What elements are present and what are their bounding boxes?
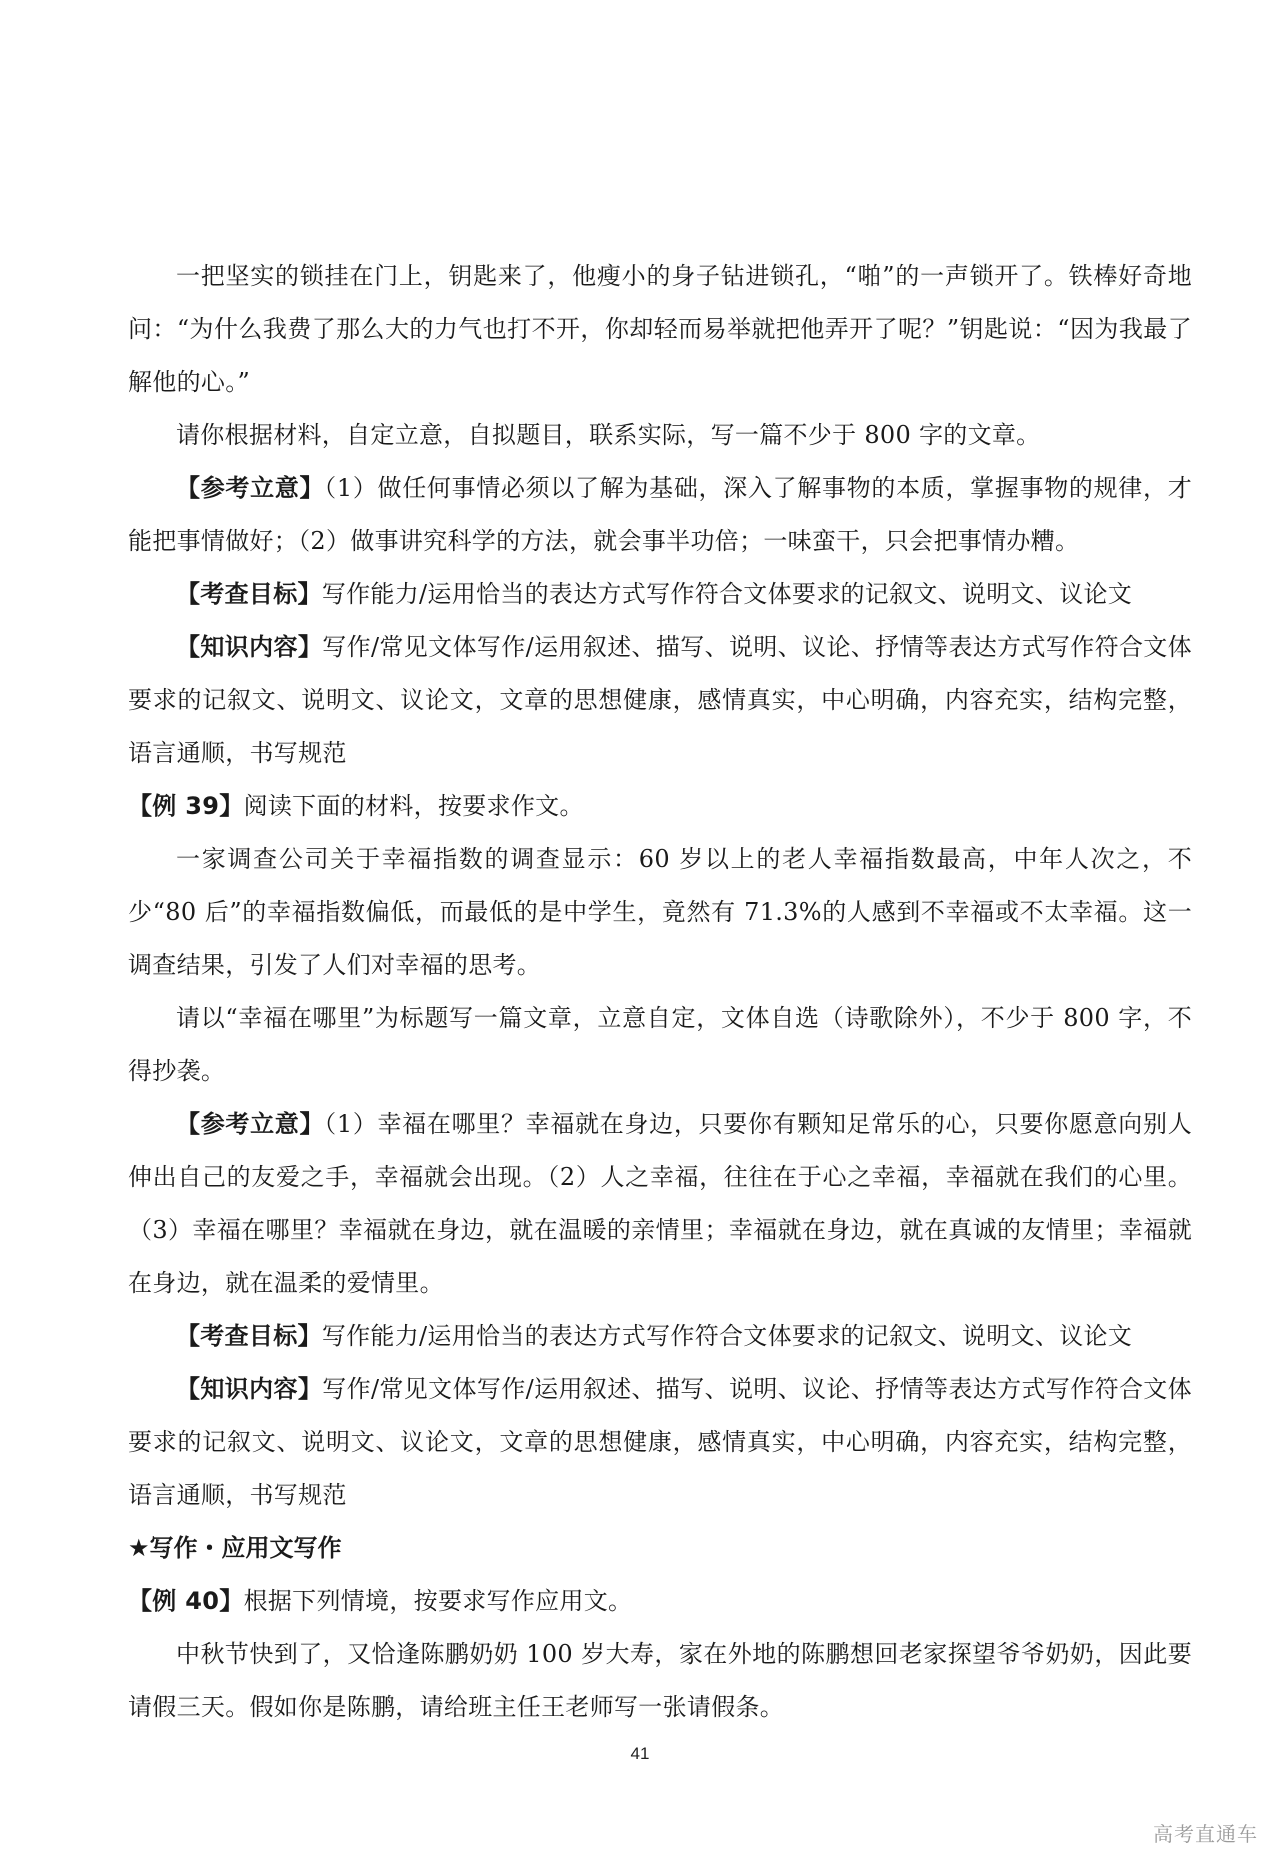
knowledge-content-paragraph (128, 621, 1192, 780)
reference-idea-label-2: 【参考立意】 (176, 1110, 325, 1138)
material-paragraph-key-lock: 一把坚实的锁挂在门上，钥匙来了，他瘦小的身子钻进锁孔，“啪”的一声锁开了。铁棒好奇地问：“为什么我费了那么大的力气也打不开，你却轻而易举就把他弄开了呢？”钥匙说：“因为我最了解他的心。” (128, 262, 1192, 396)
happiness-prompt-paragraph: 请以“幸福在哪里”为标题写一篇文章，立意自定，文体自选（诗歌除外），不少于 800 字，不得抄袭。 (128, 1004, 1192, 1085)
assessment-goal-label: 【考查目标】 (176, 580, 322, 608)
knowledge-content-label-2: 【知识内容】 (176, 1375, 323, 1403)
survey-material-paragraph: 一家调查公司关于幸福指数的调查显示：60 岁以上的老人幸福指数最高，中年人次之，不少“80 后”的幸福指数偏低，而最低的是中学生，竟然有 71.3%的人感到不幸福或不太幸福。这一调查结果，引发了人们对幸福的思考。 (128, 845, 1192, 979)
assessment-goal-text: 写作能力/运用恰当的表达方式写作符合文体要求的记叙文、说明文、议论文 (321, 580, 1133, 608)
example-39-label: 【例 39】 (128, 792, 244, 820)
page-number: 41 (630, 1744, 650, 1763)
assessment-goal-text-2: 写作能力/运用恰当的表达方式写作符合文体要求的记叙文、说明文、议论文 (321, 1322, 1133, 1350)
leave-note-prompt-paragraph: 中秋节快到了，又恰逢陈鹏奶奶 100 岁大寿，家在外地的陈鹏想回老家探望爷爷奶奶，因此要请假三天。假如你是陈鹏，请给班主任王老师写一张请假条。 (128, 1640, 1192, 1721)
example-39-text: 阅读下面的材料，按要求作文。 (243, 792, 584, 820)
knowledge-content-paragraph-2 (128, 1363, 1192, 1522)
example-40-paragraph (128, 1575, 1192, 1628)
knowledge-content-text-2: 写作/常见文体写作/运用叙述、描写、说明、议论、抒情等表达方式写作符合文体要求的记叙文、说明文、议论文，文章的思想健康，感情真实，中心明确，内容充实，结构完整，语言通顺，书写规范 (128, 1375, 1192, 1509)
writing-prompt-paragraph: 请你根据材料，自定立意，自拟题目，联系实际，写一篇不少于 800 字的文章。 (176, 421, 1041, 449)
reference-idea-paragraph-2 (128, 1098, 1192, 1310)
example-40-text: 根据下列情境，按要求写作应用文。 (243, 1587, 633, 1615)
knowledge-content-label: 【知识内容】 (176, 633, 323, 661)
document-body (128, 250, 1192, 1734)
watermark: 高考直通车 (1153, 1822, 1258, 1846)
assessment-goal-paragraph (128, 568, 1192, 621)
assessment-goal-label-2: 【考查目标】 (176, 1322, 322, 1350)
reference-idea-text: （1）做任何事情必须以了解为基础，深入了解事物的本质，掌握事物的规律，才能把事情做好；（2）做事讲究科学的方法，就会事半功倍；一味蛮干，只会把事情办糟。 (128, 474, 1192, 555)
knowledge-content-text: 写作/常见文体写作/运用叙述、描写、说明、议论、抒情等表达方式写作符合文体要求的记叙文、说明文、议论文，文章的思想健康，感情真实，中心明确，内容充实，结构完整，语言通顺，书写规范 (128, 633, 1192, 767)
example-39-paragraph (128, 780, 1192, 833)
reference-idea-paragraph (128, 462, 1192, 568)
reference-idea-label: 【参考立意】 (176, 474, 325, 502)
section-heading: ★写作・应用文写作 (128, 1534, 342, 1562)
example-40-label: 【例 40】 (128, 1587, 244, 1615)
assessment-goal-paragraph-2 (128, 1310, 1192, 1363)
reference-idea-text-2: （1）幸福在哪里？幸福就在身边，只要你有颗知足常乐的心，只要你愿意向别人伸出自己的友爱之手，幸福就会出现。（2）人之幸福，往往在于心之幸福，幸福就在我们的心里。（3）幸福在哪里？幸福就在身边，就在温暖的亲情里；幸福就在身边，就在真诚的友情里；幸福就在身边，就在温柔的爱情里。 (128, 1110, 1192, 1297)
